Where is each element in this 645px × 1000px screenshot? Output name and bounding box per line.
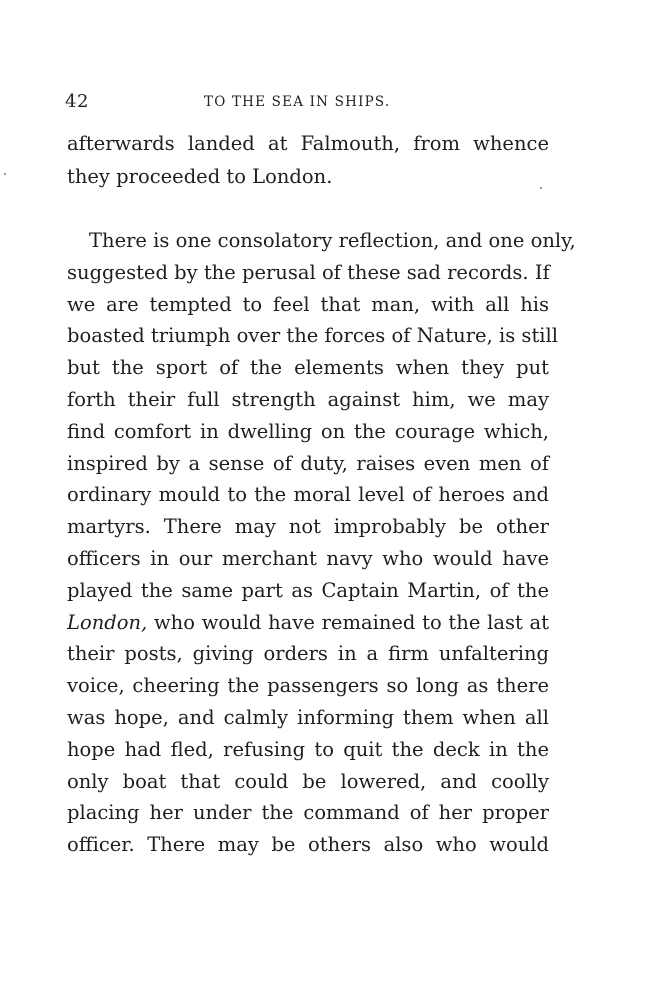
text-line: voice, cheering the passengers so long as there (67, 674, 549, 698)
text-line: hope had fled, refusing to quit the deck in the (67, 737, 549, 761)
text-line: martyrs. There may not improbably be other (67, 515, 549, 539)
text-line: suggested by the perusal of these sad records. If (67, 260, 550, 284)
text-line: boasted triumph over the forces of Nature, is still (67, 324, 558, 348)
page-header (65, 91, 553, 115)
text-line: they proceeded to London. (67, 165, 333, 188)
text-line-london (67, 609, 549, 637)
text-line: played the same part as Captain Martin, of the (67, 578, 549, 602)
text-line: afterwards landed at Falmouth, from whence (67, 132, 549, 155)
text-line: but the sport of the elements when they put (67, 356, 549, 380)
text-line: forth their full strength against him, we may (67, 388, 549, 411)
page-number: 42 (65, 91, 89, 112)
text-line: ordinary mould to the moral level of heroes and (67, 483, 549, 507)
text-line: find comfort in dwelling on the courage which, (67, 419, 549, 443)
text-line-rest: who would have remained to the last at (153, 610, 549, 634)
text-line: officers in our merchant navy who would have (67, 547, 549, 570)
text-line: inspired by a sense of duty, raises even men of (67, 451, 549, 475)
paragraph-first-line: There is one consolatory reflection, and one only, (89, 229, 576, 252)
running-head: TO THE SEA IN SHIPS. (204, 94, 391, 110)
text-line: placing her under the command of her proper (67, 801, 549, 825)
paper-speck (4, 173, 6, 175)
text-line: officer. There may be others also who would (67, 833, 549, 857)
paper-speck (540, 187, 542, 189)
text-line: was hope, and calmly informing them when all (67, 706, 549, 729)
text-line: their posts, giving orders in a firm unfaltering (67, 642, 549, 666)
text-line: we are tempted to feel that man, with all his (67, 292, 549, 316)
ship-name-italic: London, (67, 610, 148, 634)
text-line: only boat that could be lowered, and coolly (67, 769, 549, 793)
